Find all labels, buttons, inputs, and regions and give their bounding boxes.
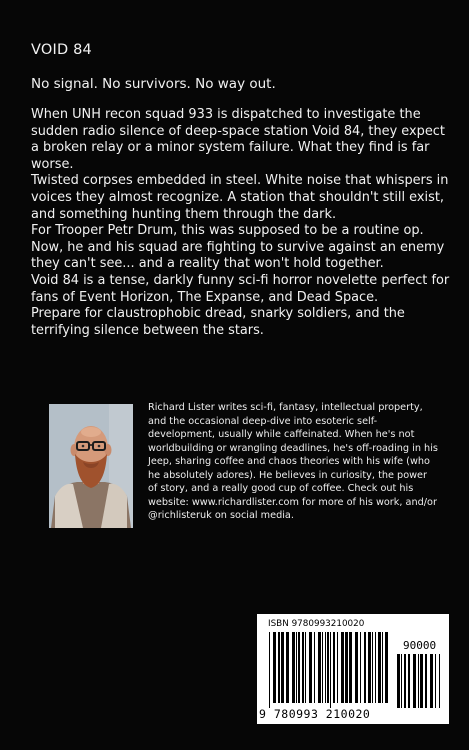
author-bio: Richard Lister writes sci-fi, fantasy, intellectual property, and the occasional deep-dive into esoteric self-development, usually while caffeinated. When he's not worldbuilding or wrangling deadlines, he's off-roading in his Jeep, sharing coffee and chaos theories with his wife (who he absolutely adores). He believes in curiosity, the power of story, and a really good cup of coffee. Check out his website: www.richardlister.com for more of his work, and/or @richlisteruk on social media. [148,402,438,521]
author-photo [49,404,133,528]
price-code: 90000 [403,639,437,652]
blurb [31,107,456,339]
blurb-paragraph: Prepare for claustrophobic dread, snarky soldiers, and the terrifying silence between the stars. [31,306,405,338]
blurb-paragraph: When UNH recon squad 933 is dispatched to investigate the sudden radio silence of deep-space station Void 84, they expect a broken relay or a minor system failure. What they find is far worse. [31,107,445,172]
tagline: No signal. No survivors. No way out. [31,76,276,92]
blurb-paragraph: Void 84 is a tense, darkly funny sci-fi horror novelette perfect for fans of Event Horizon, The Expanse, and Dead Space. [31,272,450,305]
isbn-label: ISBN 9780993210020 [268,619,365,629]
barcode-digits: 9 780993 210020 [259,707,371,721]
blurb-paragraph: For Trooper Petr Drum, this was supposed to be a routine op. Now, he and his squad are fighting to survive against an enemy they can't see... and a reality that won't hold together. [31,223,445,272]
book-title: VOID 84 [31,42,92,58]
isbn-barcode [257,614,449,724]
blurb-paragraph: Twisted corpses embedded in steel. White noise that whispers in voices they almost recognize. A station that shouldn't still exist, and something hunting them through the dark. [31,173,449,222]
